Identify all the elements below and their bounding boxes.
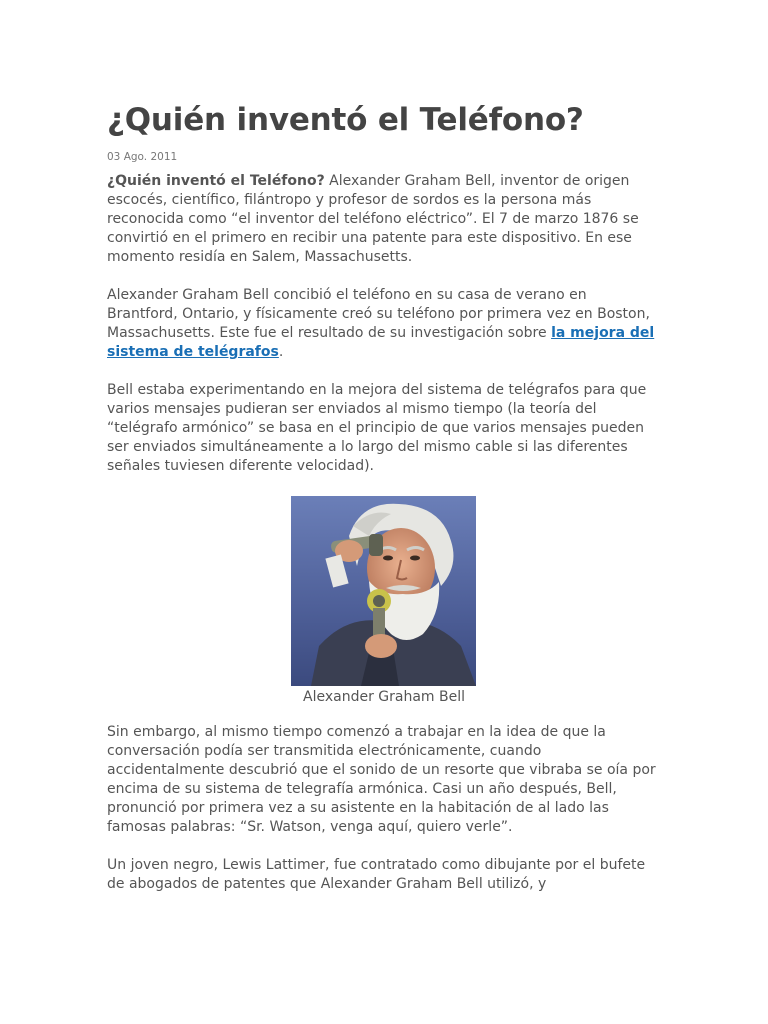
paragraph-2-text: Alexander Graham Bell concibió el teléfono en su casa de verano en Brantford, Ontario, y físicamente creó su teléfono por primera vez en Boston, Massachusetts. Este fue el resultado de su investigación sobre — [107, 287, 650, 341]
paragraph-3: Bell estaba experimentando en la mejora del sistema de telégrafos para que varios mensajes pudieran ser enviados al mismo tiempo (la teoría del “telégrafo armónico” se basa en el principio de que varios mensajes pueden ser enviados simultáneamente a lo largo del mismo cable si las diferentes señales tuviesen diferente velocidad). — [107, 382, 647, 474]
paragraph-1-text: Alexander Graham Bell, inventor de origen escocés, científico, filántropo y profesor de sordos es la persona más reconocida como “el inventor del teléfono eléctrico”. El 7 de marzo 1876 se convirtió en el primero en recibir una patente para este dispositivo. En ese momento residía en Salem, Massachusetts. — [107, 173, 639, 265]
paragraph-4: Sin embargo, al mismo tiempo comenzó a trabajar en la idea de que la conversación podía ser transmitida electrónicamente, cuando accidentalmente descubrió que el sonido de un resorte que vibraba se oía por encima de su sistema de telegrafía armónica. Casi un año después, Bell, pronunció por primera vez a su asistente en la habitación de al lado las famosas palabras: “Sr. Watson, venga aquí, quiero verle”. — [107, 724, 656, 835]
paragraph-1 — [107, 172, 659, 267]
bell-portrait-image — [291, 496, 476, 686]
telegraph-improvement-link[interactable]: la mejora del sistema de telégrafos — [107, 325, 655, 360]
paragraph-1-lead: ¿Quién inventó el Teléfono? — [107, 173, 325, 189]
article-date: 03 Ago. 2011 — [107, 151, 178, 163]
paragraph-2 — [107, 286, 659, 362]
paragraph-5: Un joven negro, Lewis Lattimer, fue contratado como dibujante por el bufete de abogados de patentes que Alexander Graham Bell utilizó, y — [107, 857, 646, 892]
article-title: ¿Quién inventó el Teléfono? — [107, 102, 584, 138]
image-caption: Alexander Graham Bell — [303, 689, 465, 705]
paragraph-2-end: . — [278, 344, 284, 360]
